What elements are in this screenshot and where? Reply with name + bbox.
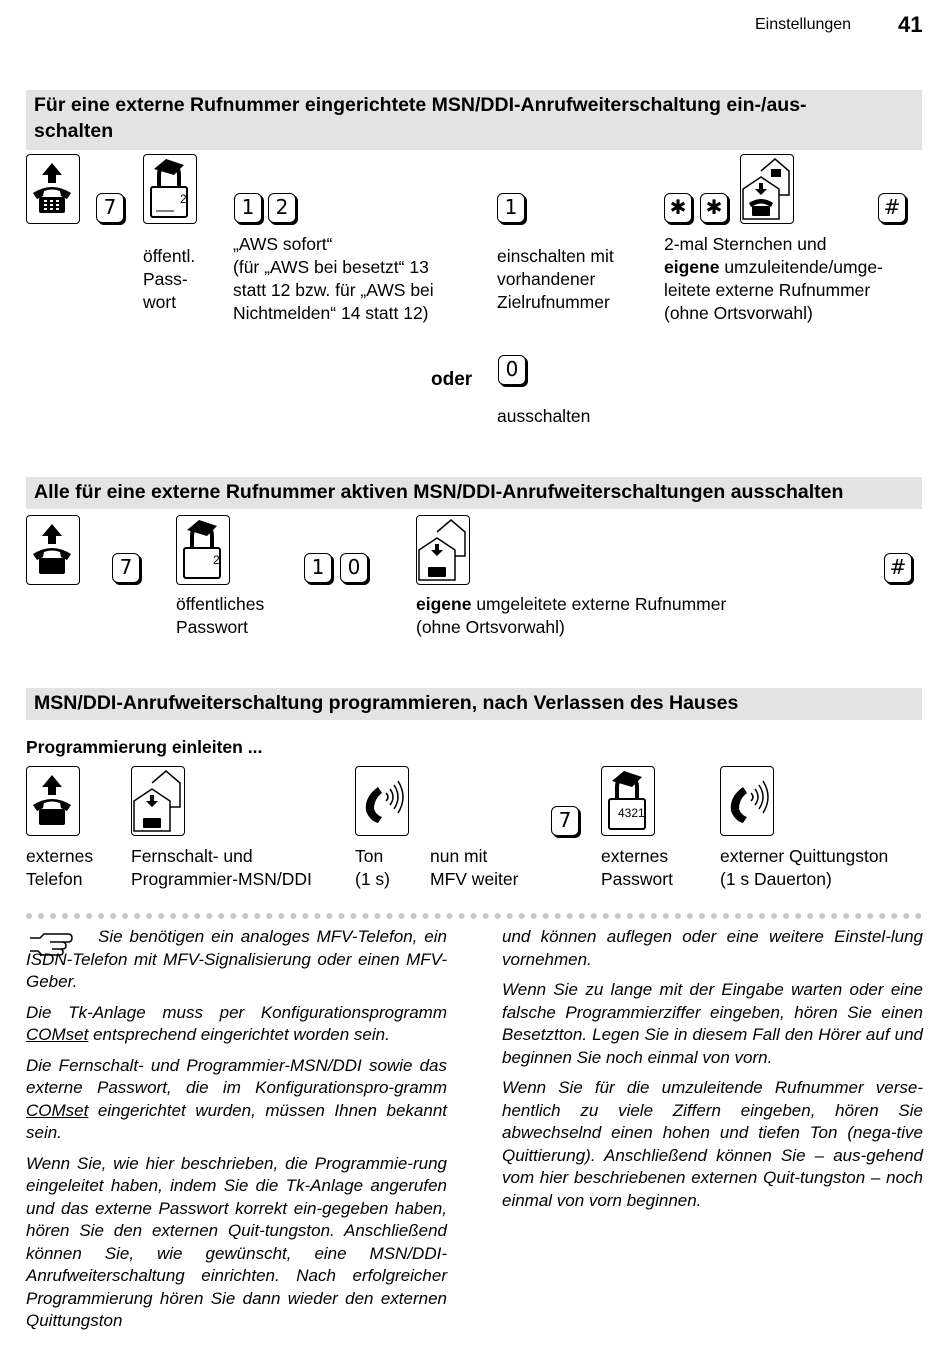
caption-public-password: öffentl. Pass- wort	[143, 246, 196, 312]
key-1[interactable]: 1	[234, 193, 262, 223]
note-paragraph: Wenn Sie für die umzuleitende Rufnummer verse-hentlich zu viele Ziffern eingeben, hören Sie abwechselnd einen hohen und tiefen Ton (nega-tive Quittierung). Anschließend können Sie – aus-gehend vom hier beschriebenen externen Quit-tungston – noch einmal von vorn beginnen.	[502, 1078, 923, 1210]
header-section: Einstellungen	[755, 16, 852, 33]
redirect-phone-icon	[416, 515, 470, 585]
key-7[interactable]: 7	[96, 193, 124, 223]
comset-link: COMset	[26, 1025, 89, 1044]
lock-icon	[601, 766, 655, 836]
lift-handset-icon	[26, 515, 80, 585]
page-number: 41	[898, 12, 923, 37]
lock-icon	[176, 515, 230, 585]
redirect-phone-icon	[131, 766, 185, 836]
ringing-handset-icon	[355, 766, 409, 836]
key-star-2[interactable]: ✱	[700, 193, 728, 223]
note-paragraph: Wenn Sie zu lange mit der Eingabe warten oder eine falsche Programmierziffer eingeben, hören Sie einen Besetztton. Legen Sie in diesem Fall den Hörer auf und beginnen Sie noch einmal von vorn.	[502, 980, 923, 1067]
note-paragraph: Die Tk-Anlage muss per Konfigurationsprogramm COMset entsprechend eingerichtet worden sein.	[26, 1002, 447, 1044]
caption-star: 2-mal Sternchen und eigene umzuleitende/umge- leitete externe Rufnummer (ohne Ortsvorwahl)	[664, 234, 883, 323]
caption-aws: „AWS sofort“ (für „AWS bei besetzt“ 13 statt 12 bzw. für „AWS bei Nichtmelden“ 14 statt 12)	[233, 234, 434, 323]
key-hash[interactable]: #	[878, 193, 906, 223]
lock-digit: 2	[213, 553, 220, 567]
comset-link: COMset	[26, 1100, 89, 1120]
note-paragraph: Die Fernschalt- und Programmier-MSN/DDI sowie das externe Passwort, die im Konfigurationspro-gramm COMset eingerichtet wurden, müssen Ihnen bekannt sein.	[26, 1055, 447, 1142]
caption-mfv: nun mit MFV weiter	[430, 846, 519, 889]
key-0[interactable]: 0	[340, 553, 368, 583]
caption-external-password: externes Passwort	[601, 846, 673, 889]
lock-digit: 2	[180, 192, 187, 206]
key-hash[interactable]: #	[884, 553, 912, 583]
caption-public-password: öffentliches Passwort	[176, 594, 265, 637]
caption-switch-off: ausschalten	[497, 406, 591, 426]
caption-msn: Fernschalt- und Programmier-MSN/DDI	[131, 846, 312, 889]
caption-ack-tone: externer Quittungston (1 s Dauerton)	[720, 846, 889, 889]
section-title: MSN/DDI-Anrufweiterschaltung programmieren, nach Verlassen des Hauses	[26, 688, 922, 720]
lock-icon	[143, 154, 197, 224]
lock-digits: 4321	[618, 806, 645, 820]
note-paragraph: Sie benötigen ein analoges MFV-Telefon, ein ISDN-Telefon mit MFV-Signalisierung oder einen MFV-Geber.	[26, 927, 447, 991]
key-7[interactable]: 7	[112, 553, 140, 583]
ringing-handset-icon	[720, 766, 774, 836]
or-label: oder	[431, 369, 473, 390]
key-1[interactable]: 1	[304, 553, 332, 583]
lift-handset-icon	[26, 766, 80, 836]
key-star-1[interactable]: ✱	[664, 193, 692, 223]
note-paragraph: und können auflegen oder eine weitere Einstel-lung vornehmen.	[502, 927, 923, 969]
key-1-on[interactable]: 1	[497, 193, 525, 223]
notes-right	[502, 926, 923, 1220]
section-title: Alle für eine externe Rufnummer aktiven MSN/DDI-Anrufweiterschaltungen ausschalten	[26, 477, 922, 509]
caption-external-phone: externes Telefon	[26, 846, 94, 889]
notes-left	[26, 926, 447, 1341]
caption-tone: Ton (1 s)	[355, 846, 390, 889]
caption-switch-on: einschalten mit vorhandener Zielrufnummer	[497, 246, 614, 312]
subtitle: Programmierung einleiten ...	[26, 737, 263, 757]
redirect-phone-icon	[740, 154, 794, 224]
lift-handset-icon	[26, 154, 80, 224]
key-2[interactable]: 2	[268, 193, 296, 223]
key-7[interactable]: 7	[551, 806, 579, 836]
note-paragraph: Wenn Sie, wie hier beschrieben, die Programmie-rung eingeleitet haben, indem Sie die Tk-Anlage angerufen und das externe Passwort korrekt ein-gegeben haben, hören Sie den externen Quit-tungston. Anschließend können Sie, wie gewünscht, eine MSN/DDI-Anrufweiterschaltung einrichten. Nach erfolgreicher Programmierung hören Sie dann wieder den externen Quittungston	[26, 1153, 447, 1330]
caption-own-number: eigene umgeleitete externe Rufnummer (ohne Ortsvorwahl)	[416, 594, 727, 637]
divider	[26, 913, 922, 919]
section-title: Für eine externe Rufnummer eingerichtete MSN/DDI-Anrufweiterschaltung ein-/aus- schalten	[26, 90, 922, 150]
key-0[interactable]: 0	[498, 355, 526, 385]
